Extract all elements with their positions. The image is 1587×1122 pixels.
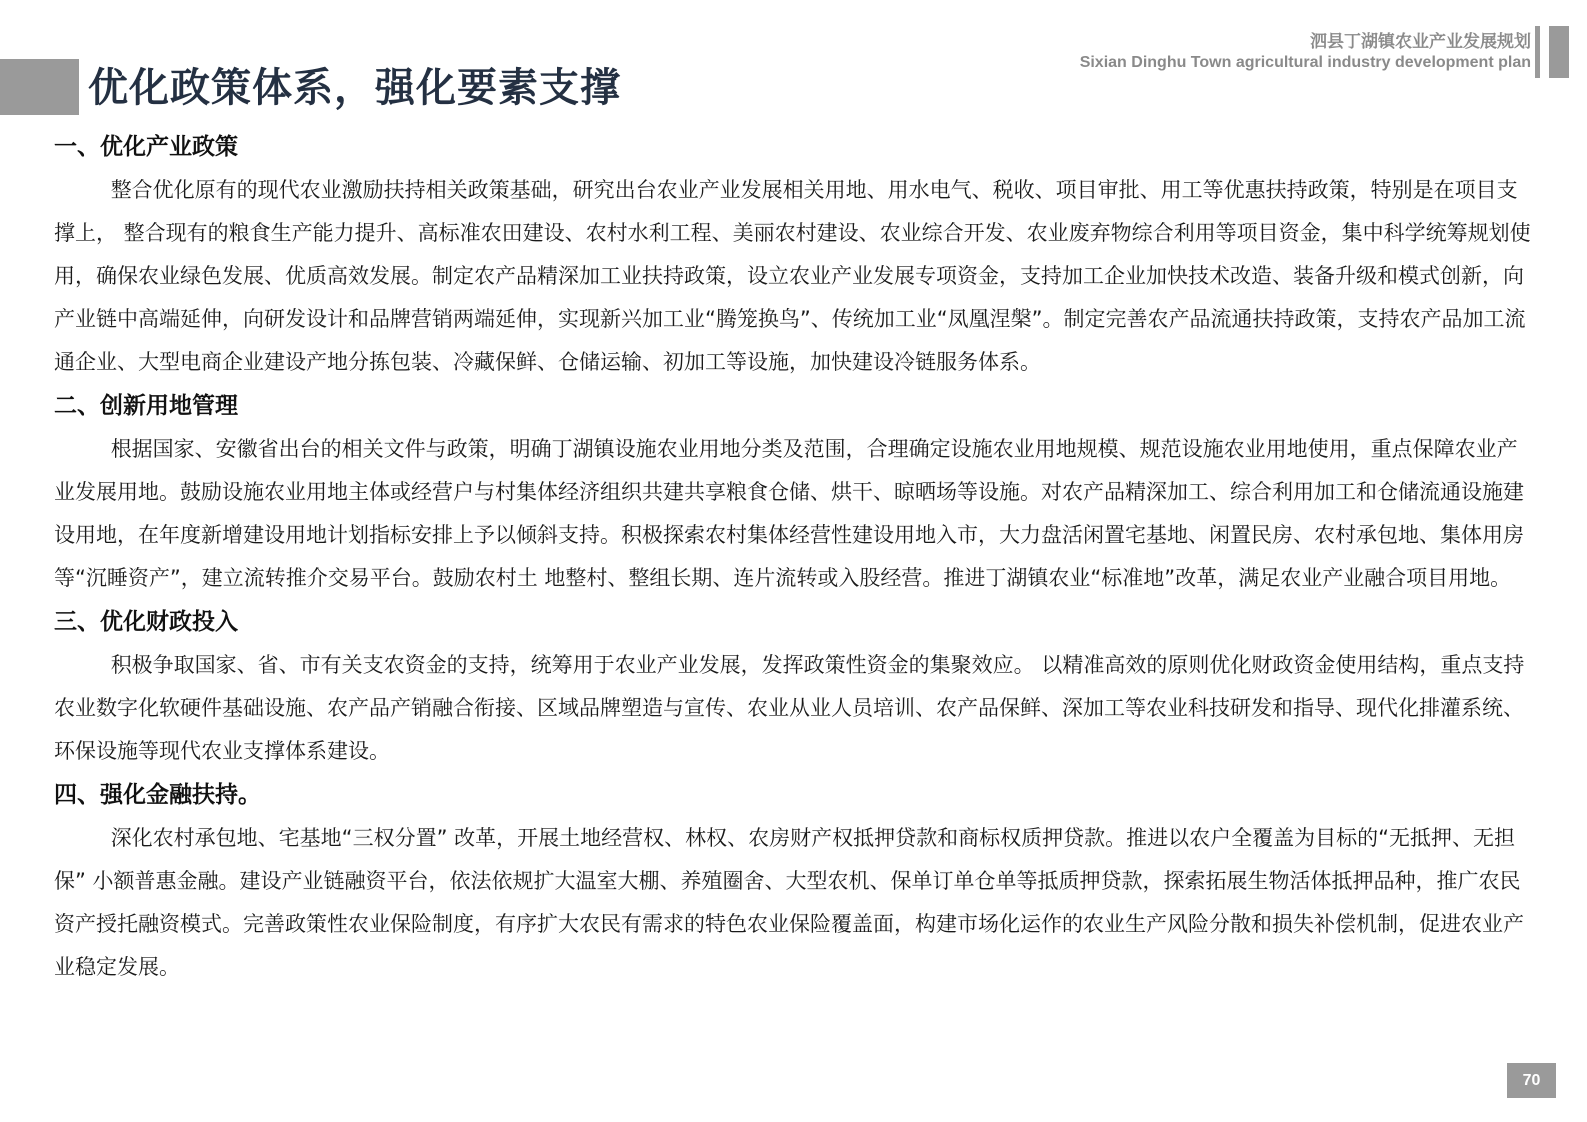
section-paragraph: 根据国家、安徽省出台的相关文件与政策，明确丁湖镇设施农业用地分类及范围，合理确定设施农业用地规模、规范设施农业用地使用，重点保障农业产业发展用地。鼓励设施农业用地主体或经营户与村集体经济组织共建共享粮食仓储、烘干、晾晒场等设施。对农产品精深加工、综合利用加工和仓储流通设施建设用地，在年度新增建设用地计划指标安排上予以倾斜支持。积极探索农村集体经营性建设用地入市，大力盘活闲置宅基地、闲置民房、农村承包地、集体用房等“沉睡资产”，建立流转推介交易平台。鼓励农村土 地整村、整组长期、连片流转或入股经营。推进丁湖镇农业“标准地”改革，满足农业产业融合项目用地。 bbox=[54, 437, 1524, 590]
section-heading: 三、优化财政投入 bbox=[54, 609, 238, 635]
section-industry-policy bbox=[54, 125, 1534, 384]
header-accent-bar-thick bbox=[1549, 26, 1569, 78]
section-fiscal-investment bbox=[54, 600, 1534, 773]
section-heading: 一、优化产业政策 bbox=[54, 134, 238, 160]
header-accent-bar-thin bbox=[1535, 26, 1540, 78]
section-land-management bbox=[54, 384, 1534, 600]
section-financial-support bbox=[54, 773, 1534, 989]
page-title: 优化政策体系，强化要素支撑 bbox=[88, 65, 621, 111]
main-content bbox=[54, 125, 1534, 989]
section-heading: 二、创新用地管理 bbox=[54, 393, 238, 419]
header-title-cn: 泗县丁湖镇农业产业发展规划 bbox=[1310, 32, 1531, 52]
section-paragraph: 整合优化原有的现代农业激励扶持相关政策基础，研究出台农业产业发展相关用地、用水电气、税收、项目审批、用工等优惠扶持政策，特别是在项目支撑上， 整合现有的粮食生产能力提升、高标准农田建设、农村水利工程、美丽农村建设、农业综合开发、农业废弃物综合利用等项目资金，集中科学统筹规划使用，确保农业绿色发展、优质高效发展。制定农产品精深加工业扶持政策，设立农业产业发展专项资金，支持加工企业加快技术改造、装备升级和模式创新，向产业链中高端延伸，向研发设计和品牌营销两端延伸，实现新兴加工业“腾笼换鸟”、传统加工业“凤凰涅槃”。制定完善农产品流通扶持政策，支持农产品加工流通企业、大型电商企业建设产地分拣包装、冷藏保鲜、仓储运输、初加工等设施，加快建设冷链服务体系。 bbox=[54, 178, 1531, 374]
section-paragraph: 深化农村承包地、宅基地“三权分置” 改革，开展土地经营权、林权、农房财产权抵押贷款和商标权质押贷款。推进以农户全覆盖为目标的“无抵押、无担保” 小额普惠金融。建设产业链融资平台，依法依规扩大温室大棚、养殖圈舍、大型农机、保单订单仓单等抵质押贷款，探索拓展生物活体抵押品种，推广农民资产授托融资模式。完善政策性农业保险制度，有序扩大农民有需求的特色农业保险覆盖面，构建市场化运作的农业生产风险分散和损失补偿机制，促进农业产业稳定发展。 bbox=[54, 826, 1524, 979]
title-accent-block bbox=[0, 59, 79, 115]
section-heading: 四、强化金融扶持。 bbox=[54, 782, 261, 808]
document-header bbox=[1080, 31, 1531, 73]
section-paragraph: 积极争取国家、省、市有关支农资金的支持，统筹用于农业产业发展，发挥政策性资金的集聚效应。 以精准高效的原则优化财政资金使用结构，重点支持农业数字化软硬件基础设施、农产品产销融合衔接、区域品牌塑造与宣传、农业从业人员培训、农产品保鲜、深加工等农业科技研发和指导、现代化排灌系统、环保设施等现代农业支撑体系建设。 bbox=[54, 653, 1525, 763]
header-title-en: Sixian Dinghu Town agricultural industry development plan bbox=[1079, 54, 1531, 71]
page-number: 70 bbox=[1507, 1063, 1556, 1098]
